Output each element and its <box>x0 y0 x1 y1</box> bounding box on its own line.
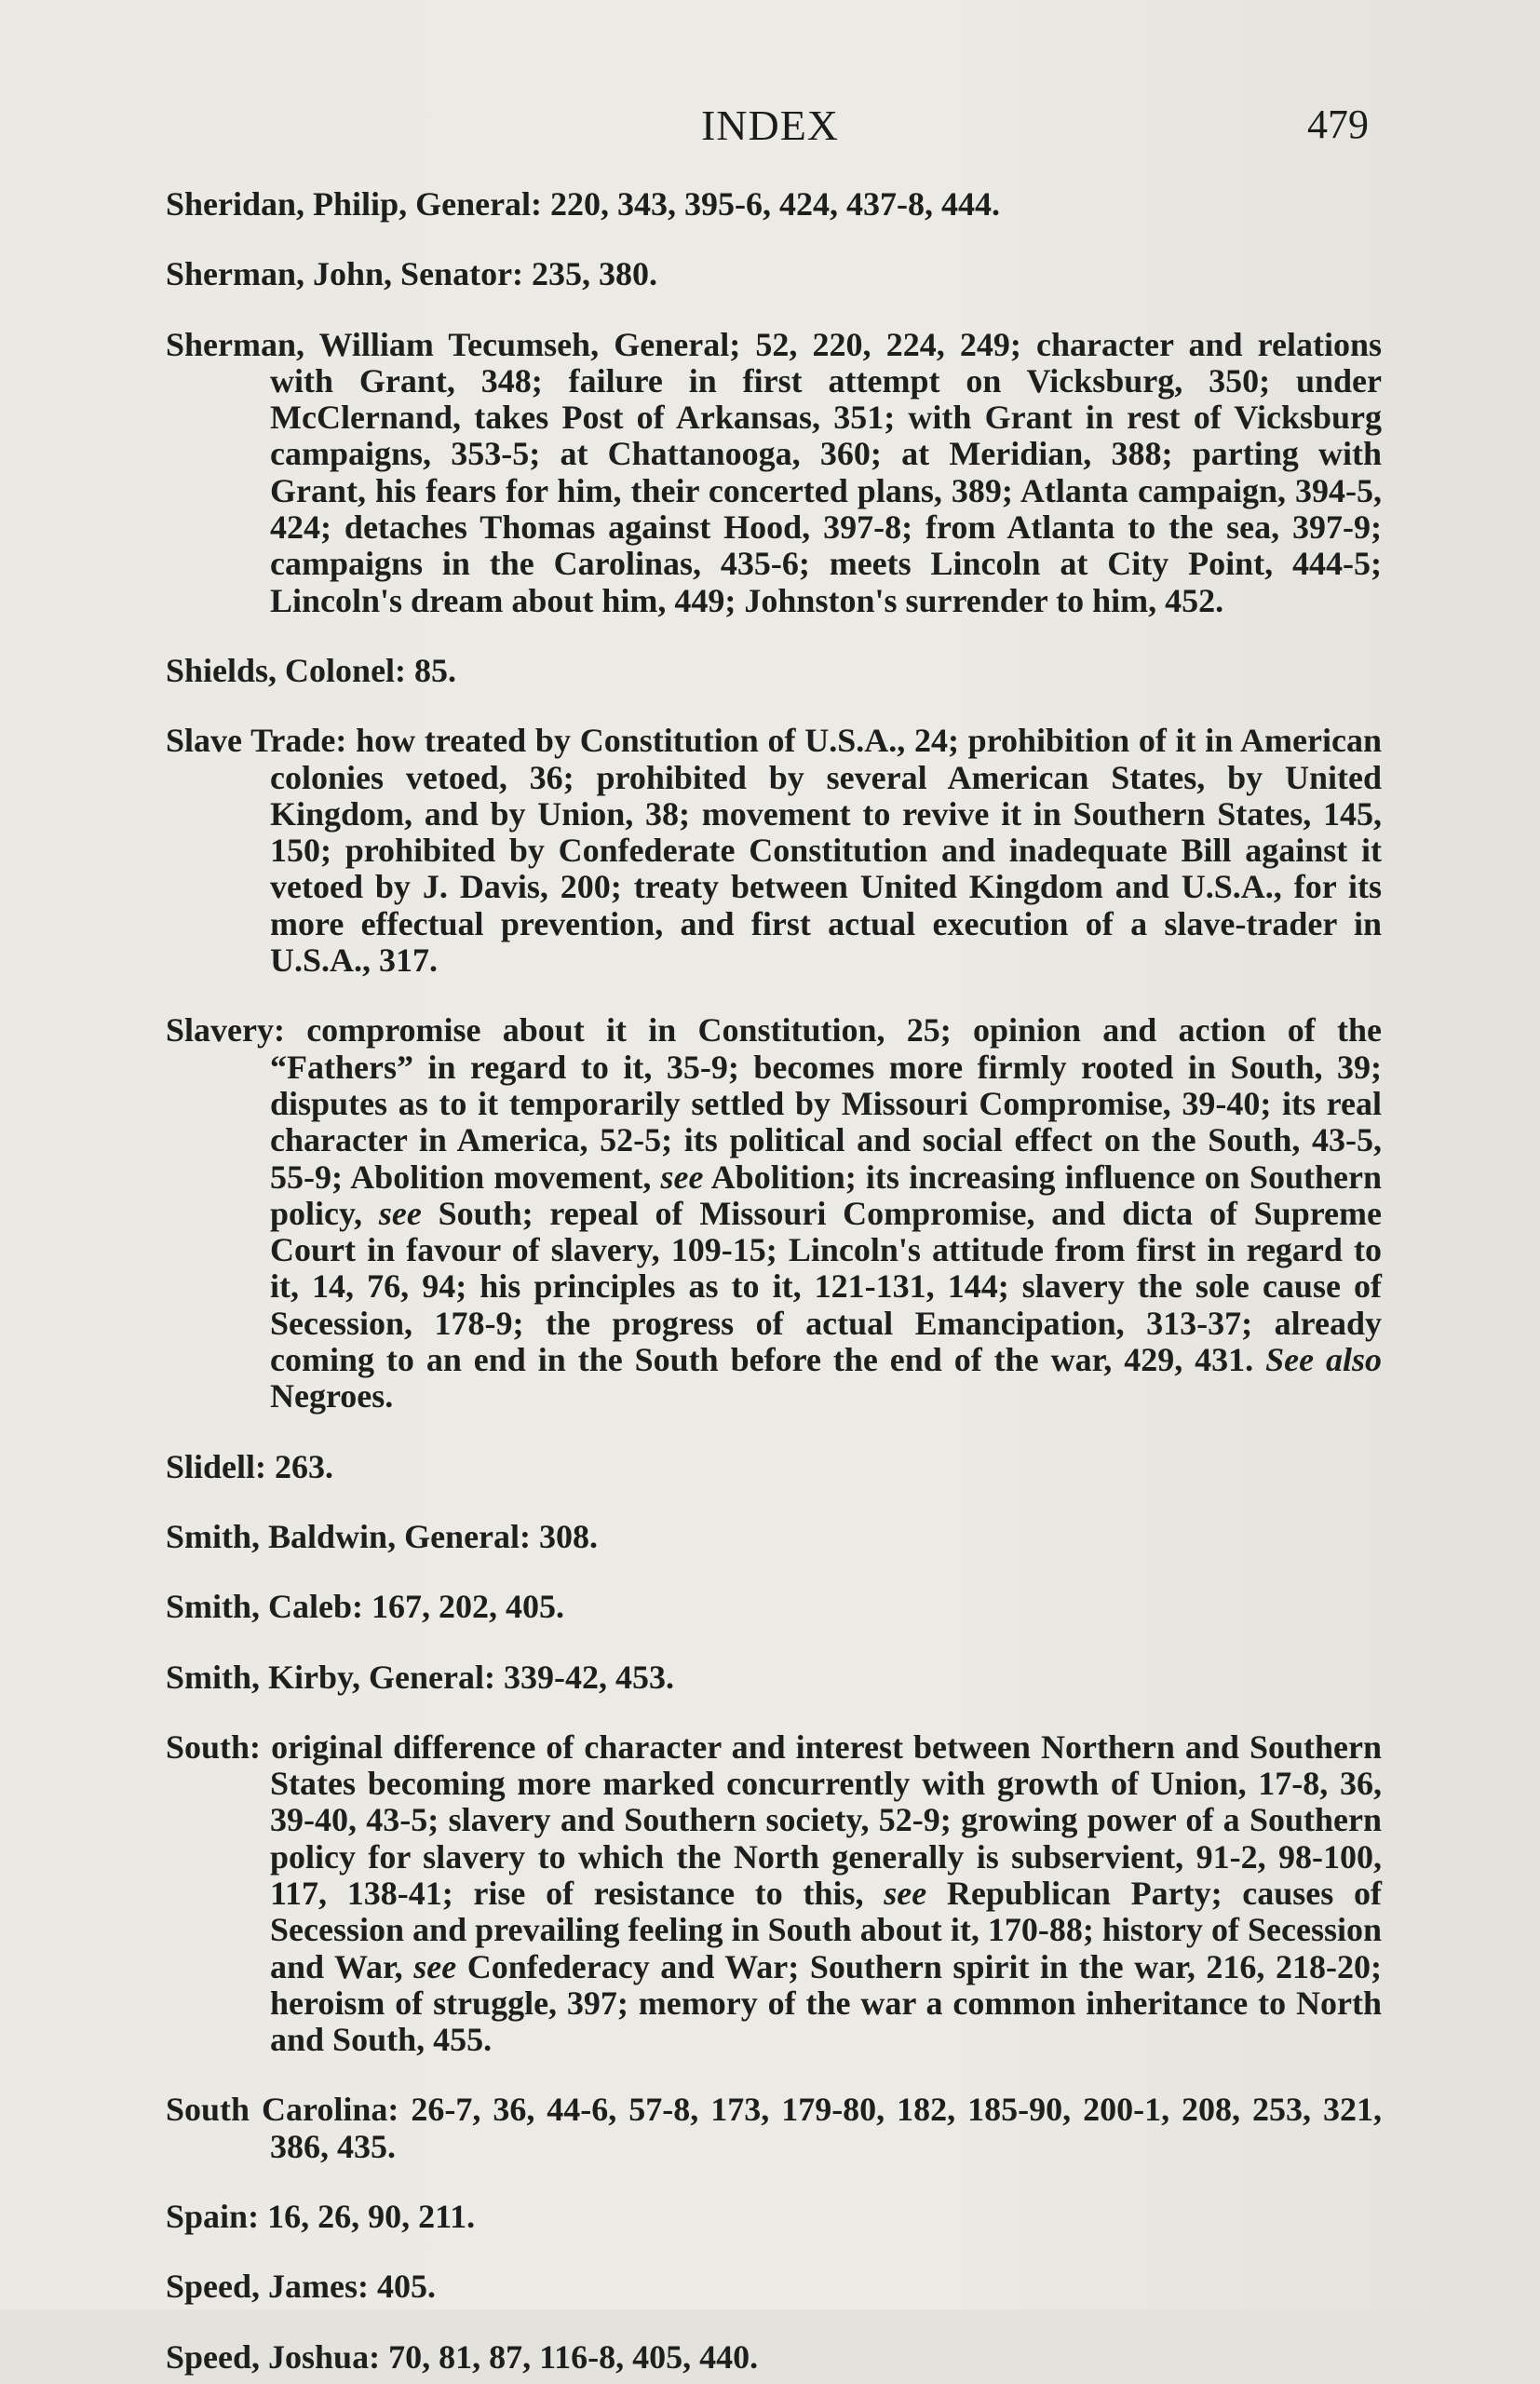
index-entry <box>166 1589 1382 1625</box>
entry-text: 405. <box>377 2268 436 2306</box>
index-entry <box>166 1729 1382 2059</box>
entry-heading: Slavery: <box>166 1011 285 1050</box>
entry-text: how treated by Constitution of U.S.A., 24; prohibition of it in American colonies vetoed, 36; prohibited by several American States, by United Kingdom, and by Union, 38; movement to revive it in Southern States, 145, 150; prohibited by Confederate Constitution and inadequate Bill against it vetoed by J. Davis, 200; treaty between United Kingdom and U.S.A., for its more effectual prevention, and first actual execution of a slave-trader in U.S.A., 317. <box>270 722 1383 980</box>
entry-text: original difference of character and interest between Northern and Southern States becoming more marked concurrently with growth of Union, 17-8, 36, 39-40, 43-5; slavery and Southern society, 52-9; growing power of a Southern policy for slavery to which the North generally is subservient, 91-2, 98-100, 117, 138-41; rise of resistance to this, see Republican Party; causes of Secession and prevailing feeling in South about it, 170-88; history of Secession and War, see Confederacy and War; Southern spirit in the war, 216, 218-20; heroism of struggle, 397; memory of the war a common inheritance to North and South, 455. <box>270 1727 1382 2059</box>
index-entry <box>166 327 1382 619</box>
entry-text: 52, 220, 224, 249; character and relations with Grant, 348; failure in first attempt on Vicksburg, 350; under McClernand, takes Post of Arkansas, 351; with Grant in rest of Vicksburg campaigns, 353-5; at Chattanooga, 360; at Meridian, 388; parting with Grant, his fears for him, their concerted plans, 389; Atlanta campaign, 394-5, 424; detaches Thomas against Hood, 397-8; from Atlanta to the sea, 397-9; campaigns in the Carolinas, 435-6; meets Lincoln at City Point, 444-5; Lincoln's dream about him, 449; Johnston's surrender to him, 452. <box>270 325 1383 619</box>
index-entry <box>166 2199 1382 2235</box>
entry-text: 85. <box>414 651 457 689</box>
index-entry <box>166 2092 1382 2165</box>
index-entry <box>166 1659 1382 1696</box>
index-entry <box>166 2339 1382 2376</box>
entry-heading: Smith, Kirby, General: <box>166 1658 495 1696</box>
index-entry <box>166 1519 1382 1555</box>
entry-heading: Speed, James: <box>166 2268 369 2306</box>
entry-text: 235, 380. <box>532 255 658 293</box>
page-number: 479 <box>1307 102 1369 147</box>
entry-text: 167, 202, 405. <box>371 1588 565 1626</box>
entry-text: 308. <box>539 1517 599 1555</box>
entry-text: compromise about it in Constitution, 25; opinion and action of the “Fathers” in regard to it, 35-9; becomes more firmly rooted in South, 39; disputes as to it temporarily settled by Missouri Compromise, 39-40; its real character in America, 52-5; its political and social effect on the South, 43-5, 55-9; Abolition movement, see Abolition; its increasing influence on Southern policy, see South; repeal of Missouri Compromise, and dicta of Supreme Court in favour of slavery, 109-15; Lincoln's attitude from first in regard to it, 14, 76, 94; his principles as to it, 121-131, 144; slavery the sole cause of Secession, 178-9; the progress of actual Emancipation, 313-37; already coming to an end in the South before the end of the war, 429, 431. See also Negroes. <box>270 1011 1382 1416</box>
entry-heading: South: <box>166 1727 262 1766</box>
entry-text: 220, 343, 395-6, 424, 437-8, 444. <box>550 185 1001 223</box>
entry-heading: South Carolina: <box>166 2091 399 2129</box>
index-list <box>166 186 1382 2384</box>
index-entry <box>166 723 1382 979</box>
entry-heading: Shields, Colonel: <box>166 651 407 689</box>
entry-heading: Smith, Caleb: <box>166 1588 364 1626</box>
index-entry <box>166 653 1382 689</box>
page-header <box>0 101 1540 156</box>
entry-heading: Speed, Joshua: <box>166 2337 381 2376</box>
index-entry <box>166 186 1382 223</box>
entry-text: 26-7, 36, 44-6, 57-8, 173, 179-80, 182, 185-90, 200-1, 208, 253, 321, 386, 435. <box>270 2091 1382 2165</box>
running-head: INDEX <box>700 102 840 149</box>
entry-heading: Sherman, William Tecumseh, General; <box>166 325 741 363</box>
entry-heading: Slave Trade: <box>166 722 347 760</box>
entry-heading: Sheridan, Philip, General: <box>166 185 543 223</box>
entry-heading: Slidell: <box>166 1447 267 1485</box>
entry-heading: Smith, Baldwin, General: <box>166 1517 532 1555</box>
entry-heading: Spain: <box>166 2198 260 2236</box>
entry-heading: Sherman, John, Senator: <box>166 255 524 293</box>
index-entry <box>166 2269 1382 2305</box>
index-entry <box>166 256 1382 292</box>
entry-text: 339-42, 453. <box>504 1658 674 1696</box>
entry-text: 70, 81, 87, 116-8, 405, 440. <box>388 2337 759 2376</box>
index-entry <box>166 1449 1382 1485</box>
entry-text: 263. <box>275 1447 334 1485</box>
index-entry <box>166 1012 1382 1415</box>
entry-text: 16, 26, 90, 211. <box>267 2198 476 2236</box>
